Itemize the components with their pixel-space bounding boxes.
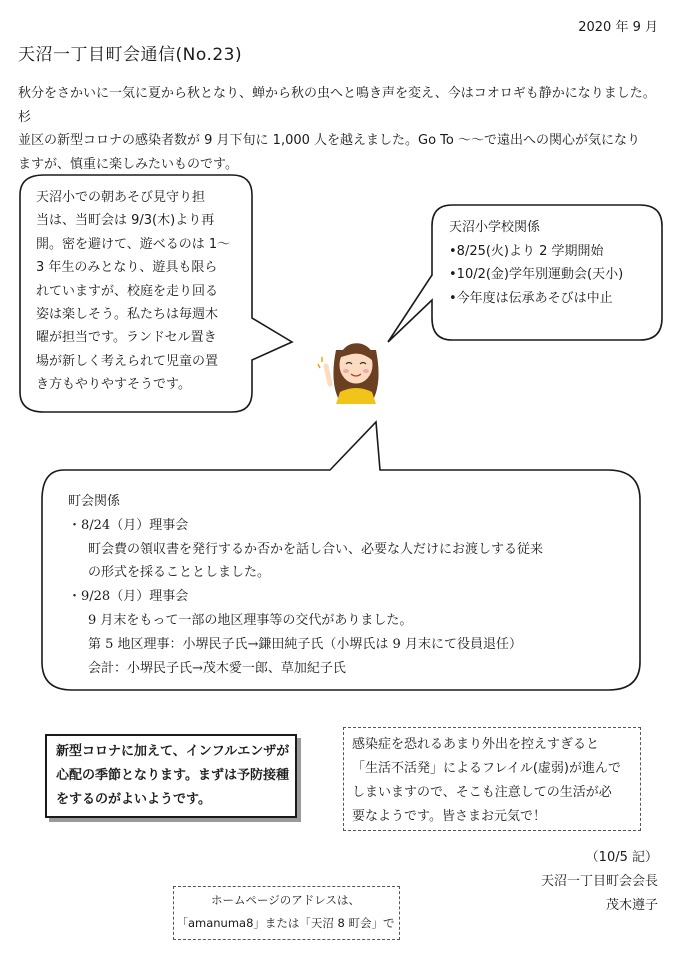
town-line: 第 5 地区理事：小堺民子氏→鎌田純子氏（小堺氏は 9 月末にて役員退任） [88, 636, 522, 652]
morning-watch-line: れていますが、校庭を走り回る [36, 283, 219, 299]
signature-name: 茂木遵子 [605, 898, 658, 913]
frailty-line: 要なようです。皆さまお元気で！ [352, 809, 546, 824]
town-meeting-0824: ・8/24（月）理事会 [68, 517, 189, 533]
frailty-line: 感染症を恐れるあまり外出を控えすぎると [352, 737, 600, 752]
frailty-line: 「生活不活発」によるフレイル(虚弱)が進んで [352, 761, 621, 776]
morning-watch-line: 天沼小での朝あそび見守り担 [36, 190, 206, 205]
school-item: •今年度は伝承あそびは中止 [449, 290, 613, 306]
morning-watch-text [36, 186, 236, 397]
flu-notice-text [56, 740, 292, 812]
morning-watch-line: 場が新しく考えられて児童の置 [36, 353, 219, 369]
homepage-line: ホームページのアドレスは、 [211, 893, 360, 907]
morning-watch-line: 3 年生のみとなり、遊具も限ら [36, 260, 218, 276]
flu-line: 心配の季節となります。まずは予防接種 [56, 768, 289, 783]
issue-date: 2020 年 9 月 [578, 20, 658, 35]
town-line: 会計：小堺民子氏→茂木愛一郎、草加紀子氏 [88, 660, 346, 676]
woman-pointing-icon [318, 343, 379, 404]
homepage-text [173, 889, 398, 935]
town-meeting-0928: ・9/28（月）理事会 [68, 589, 189, 605]
frailty-line: しまいますので、そこも注意しての生活が必 [352, 785, 612, 800]
school-item: •8/25(火)より 2 学期開始 [449, 243, 604, 259]
school-item: •10/2(金)学年別運動会(天小) [449, 267, 624, 283]
town-line: 町会費の領収書を発行するか否かを話し合い、必要な人だけにお渡しする従来 [88, 541, 544, 557]
morning-watch-line: 当は、当町会は 9/3(木)より再 [36, 213, 215, 229]
homepage-line: 「amanuma8」または「天沼 8 町会」で [176, 916, 395, 930]
town-text [68, 490, 628, 680]
signature-date: （10/5 記） [585, 850, 658, 865]
town-line: の形式を採ることとしました。 [88, 565, 271, 581]
frailty-notice-text [352, 733, 634, 829]
morning-watch-line: き方もやりやすそうです。 [36, 377, 191, 393]
school-heading: 天沼小学校関係 [449, 220, 541, 235]
town-line: 9 月末をもって一部の地区理事等の交代がありました。 [88, 612, 413, 628]
signature-role: 天沼一丁目町会会長 [540, 874, 658, 889]
intro-line: 並区の新型コロナの感染者数が 9 月下旬に 1,000 人を越えました。Go To ～～で遠出への関心が気になり [18, 133, 640, 148]
school-text [449, 216, 659, 310]
newsletter-title: 天沼一丁目町会通信(No.23) [18, 45, 243, 65]
flu-line: をするのがよいようです。 [56, 792, 211, 807]
intro-line: ますが、慎重に楽しみたいものです。 [18, 156, 238, 172]
town-heading: 町会関係 [68, 494, 121, 509]
flu-line: 新型コロナに加えて、インフルエンザが [56, 744, 290, 759]
morning-watch-line: 開。密を避けて、遊べるのは 1～ [36, 236, 231, 252]
morning-watch-line: 姿は楽しそう。私たちは毎週木 [36, 307, 219, 323]
intro-line: 秋分をさかいに一気に夏から秋となり、蝉から秋の虫へと鳴き声を変え、今はコオロギも静かになりました。杉 [18, 86, 656, 125]
morning-watch-line: 曜が担当です。ランドセル置き [36, 330, 217, 346]
